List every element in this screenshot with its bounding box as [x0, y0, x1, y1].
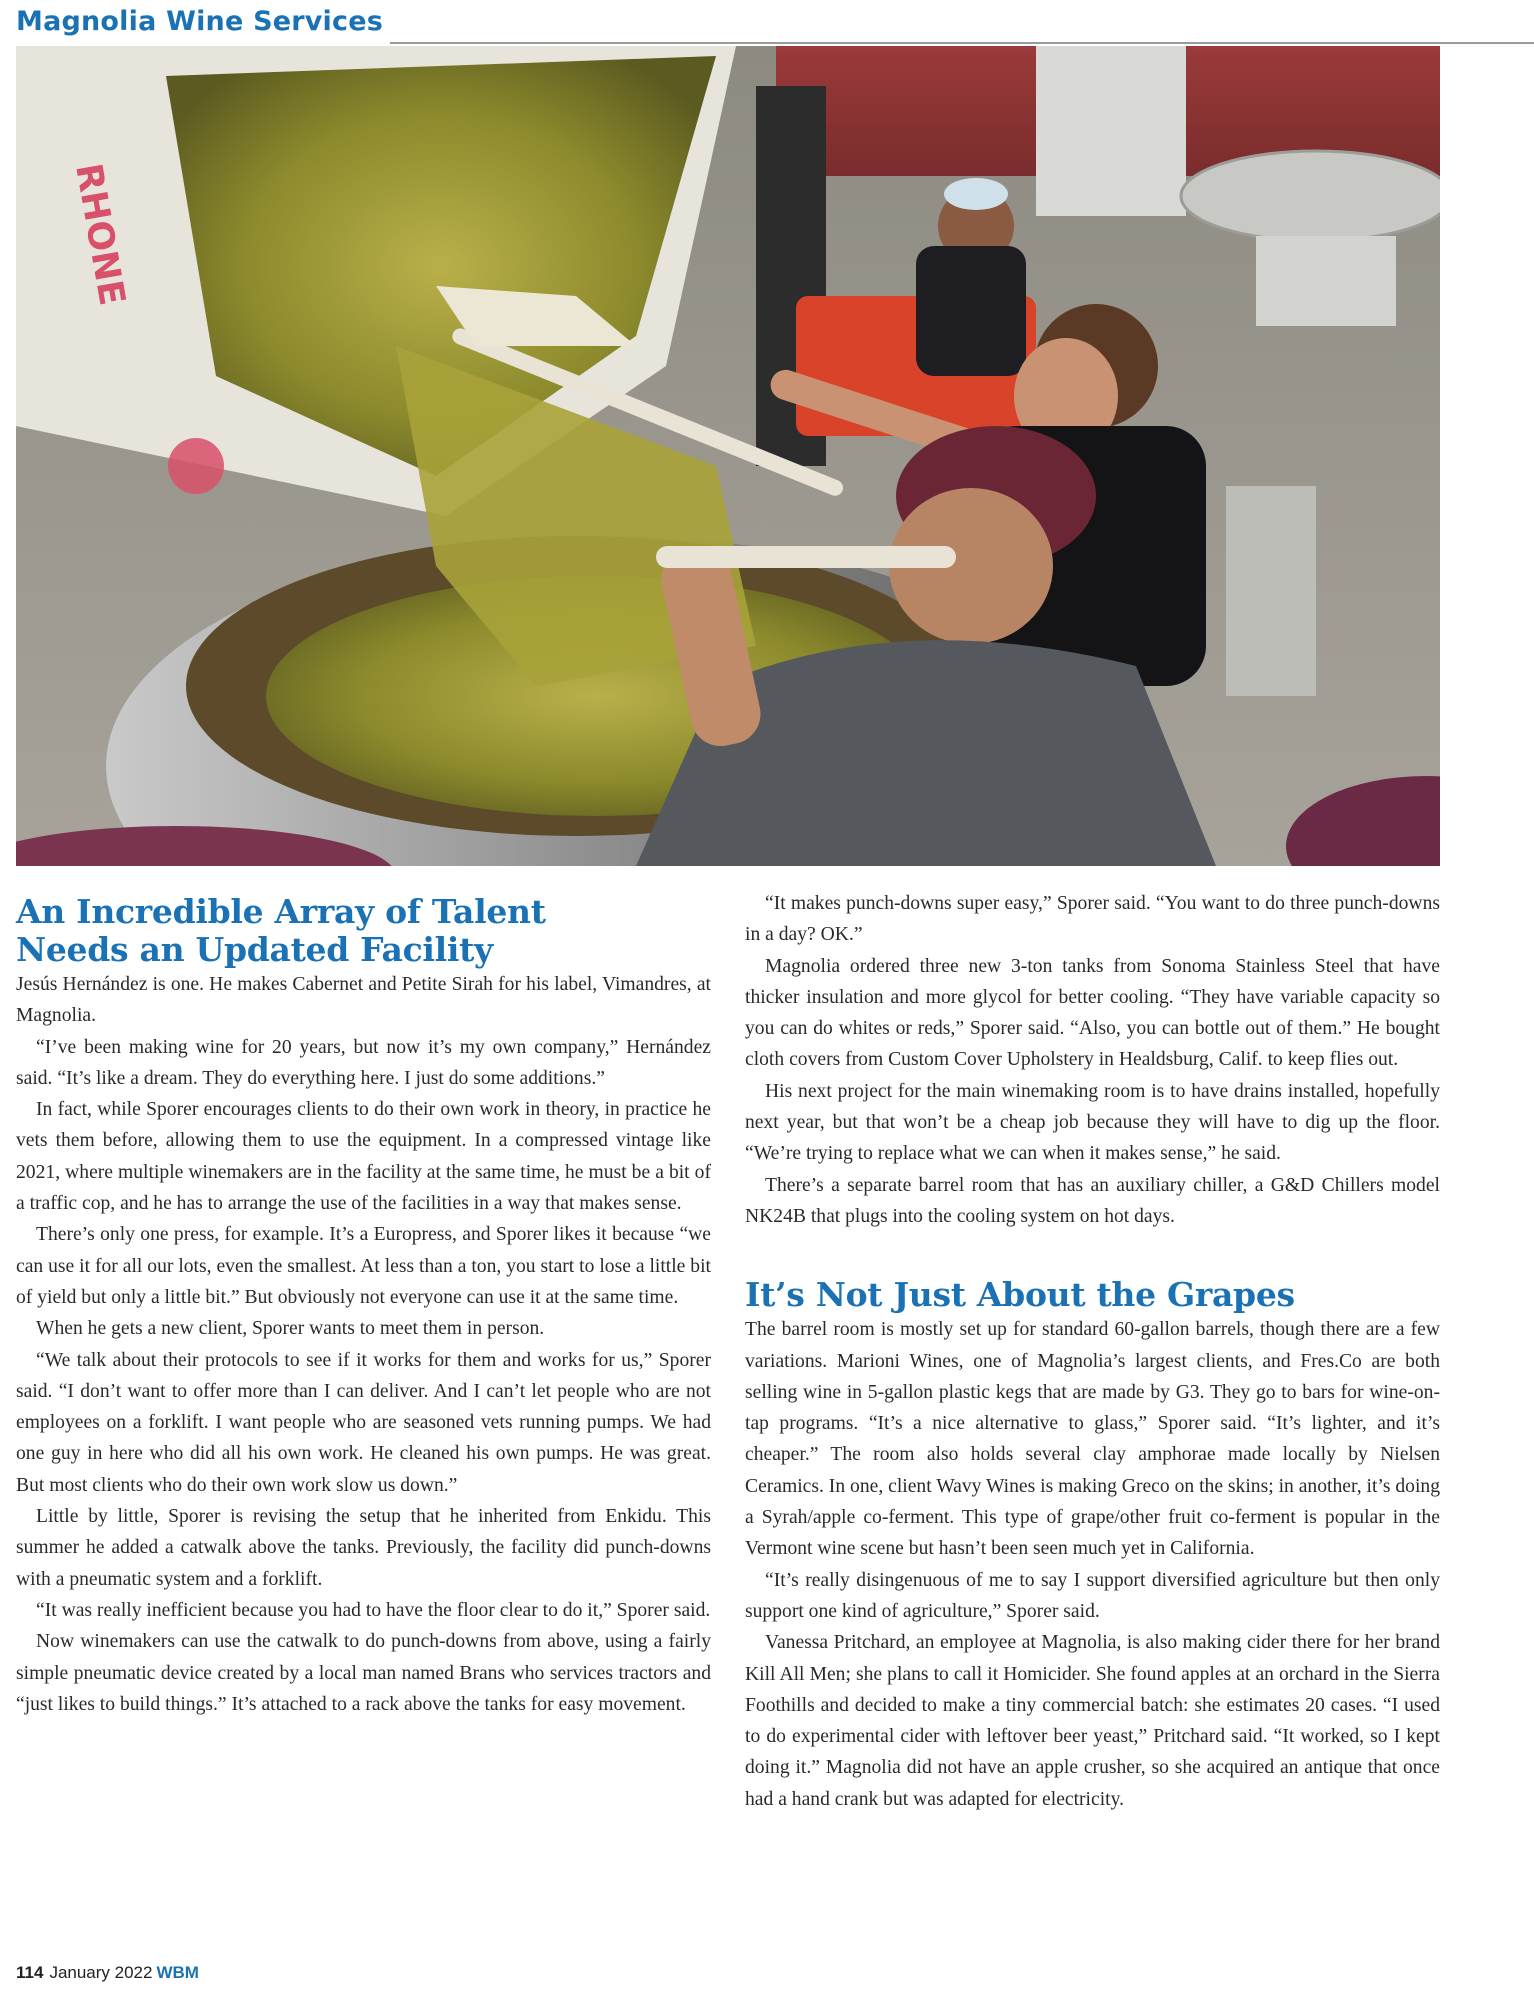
- body-paragraph: Magnolia ordered three new 3-ton tanks from Sonoma Stainless Steel that have thicker insulation and more glycol for better cooling. “They have variable capacity so you can do whites or reds,” Sporer said. “Also, you can bottle out of them.” He bought cloth covers from Custom Cover Upholstery in Healdsburg, Calif. to keep flies out.: [745, 955, 1440, 1071]
- header-rule: [390, 42, 1534, 44]
- headline-line-1: An Incredible Array of Talent: [16, 892, 546, 931]
- headline-line-2: Needs an Updated Facility: [16, 930, 493, 969]
- pitchfork-handle-lower: [656, 546, 956, 568]
- step-stool: [1226, 486, 1316, 696]
- publication-logo: WBM: [156, 1963, 199, 1982]
- body-paragraph: The barrel room is mostly set up for standard 60-gallon barrels, though there are a few variations. Marioni Wines, one of Magnolia’s largest clients, and Fres.Co are both selling wine in 5-gallon plastic kegs that are made by G3. They go to bars for wine-on-tap programs. “It’s a nice alternative to glass,” Sporer said. “It’s lighter, and it’s cheaper.” The room also holds several clay amphorae made locally by Nielsen Ceramics. In one, client Wavy Wines is making Greco on the skins; in another, it’s doing a Syrah/apple co-ferment. This type of grape/other fruit co-ferment is popular in the Vermont wine scene but hasn’t been seen much yet in California.: [745, 1319, 1440, 1560]
- body-paragraph: “It makes punch-downs super easy,” Sporer said. “You want to do three punch-downs in a day? OK.”: [745, 893, 1440, 946]
- section-title: Magnolia Wine Services: [16, 6, 384, 37]
- body-paragraph: In fact, while Sporer encourages clients to do their own work in theory, in practice he vets them before, allowing them to use the equipment. In a compressed vintage like 2021, where multiple winemakers are in the facility at the same time, he must be a bit of a traffic cop, and he has to arrange the use of the facilities in a way that makes sense.: [16, 1099, 711, 1215]
- photo-illustration: [16, 46, 1440, 866]
- left-headline: [16, 893, 711, 969]
- body-paragraph: “It’s really disingenuous of me to say I support diversified agriculture but then only support one kind of agriculture,” Sporer said.: [745, 1569, 1440, 1622]
- bin-lettering: RHONE: [67, 160, 133, 309]
- body-paragraph: There’s only one press, for example. It’s a Europress, and Sporer likes it because “we can use it for all our lots, even the smallest. At less than a ton, you start to lose a little bit of yield but only a little bit.” But obviously not everyone can use it at the same time.: [16, 1224, 711, 1308]
- body-paragraph: His next project for the main winemaking room is to have drains installed, hopefully next year, but that won’t be a cheap job because they will have to dig up the floor. “We’re trying to replace what we can when it makes sense,” he said.: [745, 1080, 1440, 1165]
- article-photo: [16, 46, 1440, 866]
- body-paragraph: Now winemakers can use the catwalk to do punch-downs from above, using a fairly simple pneumatic device created by a local man named Brans who services tractors and “just likes to build things.” It’s attached to a rack above the tanks for easy movement.: [16, 1631, 711, 1715]
- body-paragraph: “We talk about their protocols to see if it works for them and works for us,” Sporer said. “I don’t want to offer more than I can deliver. And I can’t let people who are not employees on a forklift. I want people who are seasoned vets running pumps. We had one guy in here who did all his own work. He cleaned his own pumps. He was great. But most clients who do their own work slow us down.”: [16, 1349, 711, 1496]
- body-paragraph: Little by little, Sporer is revising the setup that he inherited from Enkidu. This summer he added a catwalk above the tanks. Previously, the facility did punch-downs with a pneumatic system and a forklift.: [16, 1506, 711, 1590]
- driver-cap: [944, 178, 1008, 210]
- right-headline: It’s Not Just About the Grapes: [745, 1275, 1295, 1315]
- body-paragraph: There’s a separate barrel room that has an auxiliary chiller, a G&D Chillers model NK24B that plugs into the cooling system on hot days.: [745, 1174, 1440, 1227]
- body-paragraph: Vanessa Pritchard, an employee at Magnolia, is also making cider there for her brand Kill All Men; she plans to call it Homicider. She found apples at an orchard in the Sierra Foothills and decided to make a tiny commercial batch: she estimates 20 cases. “I used to do experimental cider with leftover beer yeast,” Pritchard said. “It worked, so I kept doing it.” Magnolia did not have an apple crusher, so she acquired an antique that once had a hand crank but was adapted for electricity.: [745, 1632, 1440, 1810]
- round-table: [1181, 151, 1440, 241]
- right-column: [745, 888, 1440, 1815]
- body-paragraph: “It was really inefficient because you had to have the floor clear to do it,” Sporer said.: [36, 1599, 711, 1621]
- body-paragraph: When he gets a new client, Sporer wants to meet them in person.: [36, 1318, 545, 1340]
- page-number: 114: [16, 1963, 44, 1982]
- forklift-driver-body: [916, 246, 1026, 376]
- body-paragraph: Jesús Hernández is one. He makes Cabernet and Petite Sirah for his label, Vimandres, at Magnolia.: [16, 974, 711, 1027]
- body-paragraph: “I’ve been making wine for 20 years, but now it’s my own company,” Hernández said. “It’s like a dream. They do everything here. I just do some additions.”: [16, 1036, 711, 1089]
- issue-date: January 2022: [49, 1963, 153, 1982]
- equipment-rack: [1036, 46, 1186, 216]
- steel-cart: [1256, 236, 1396, 326]
- page-footer: [16, 1963, 199, 1983]
- bin-rose-logo: [168, 438, 224, 494]
- left-column: [16, 888, 711, 1720]
